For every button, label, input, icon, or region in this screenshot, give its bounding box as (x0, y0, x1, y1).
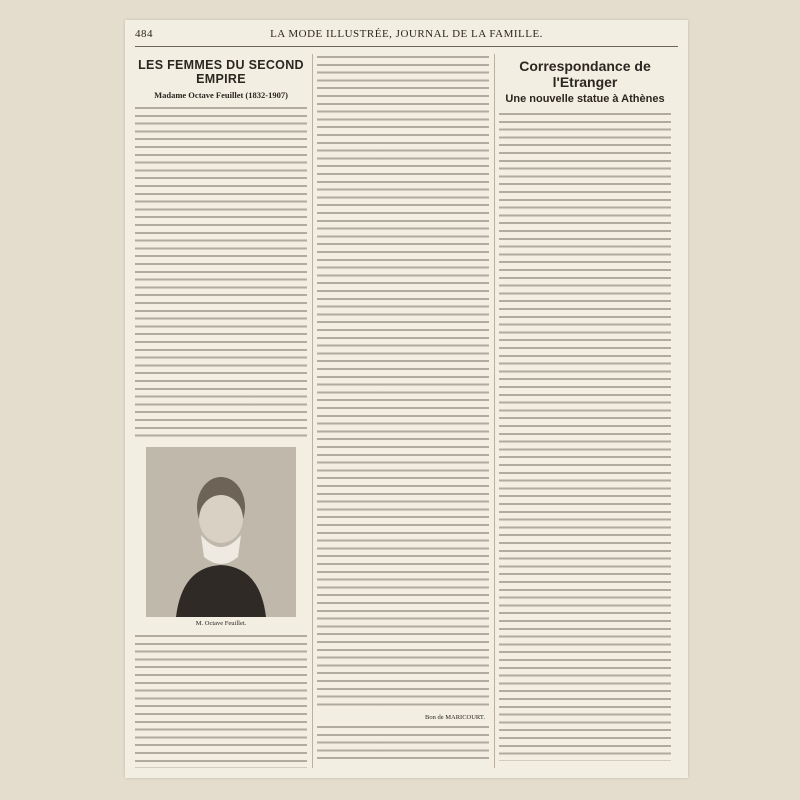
article-subtitle: Madame Octave Feuillet (1832-1907) (154, 90, 288, 100)
article-signature: Bon de MARICOURT. (425, 714, 485, 721)
photo-caption: M. Octave Feuillet. (195, 620, 247, 627)
portrait-illustration (146, 447, 296, 617)
section-title: Correspondance de l'Etranger (519, 58, 651, 90)
page-header (135, 28, 678, 44)
left-column (135, 54, 307, 768)
text-block (317, 724, 489, 764)
page-number: 484 (135, 28, 153, 40)
portrait-photo (146, 447, 296, 617)
column-divider (494, 54, 495, 768)
article-subtitle: Une nouvelle statue à Athènes (505, 93, 665, 105)
running-title: LA MODE ILLUSTRÉE, JOURNAL DE LA FAMILLE. (270, 28, 543, 40)
text-block (317, 54, 489, 709)
right-column (499, 54, 671, 768)
text-block (499, 111, 671, 761)
text-block (135, 105, 307, 441)
text-block (135, 633, 307, 768)
newspaper-page (125, 20, 688, 778)
article-title: LES FEMMES DU SECOND EMPIRE (138, 58, 304, 86)
column-divider (312, 54, 313, 768)
header-rule (135, 46, 678, 47)
middle-column (317, 54, 489, 768)
